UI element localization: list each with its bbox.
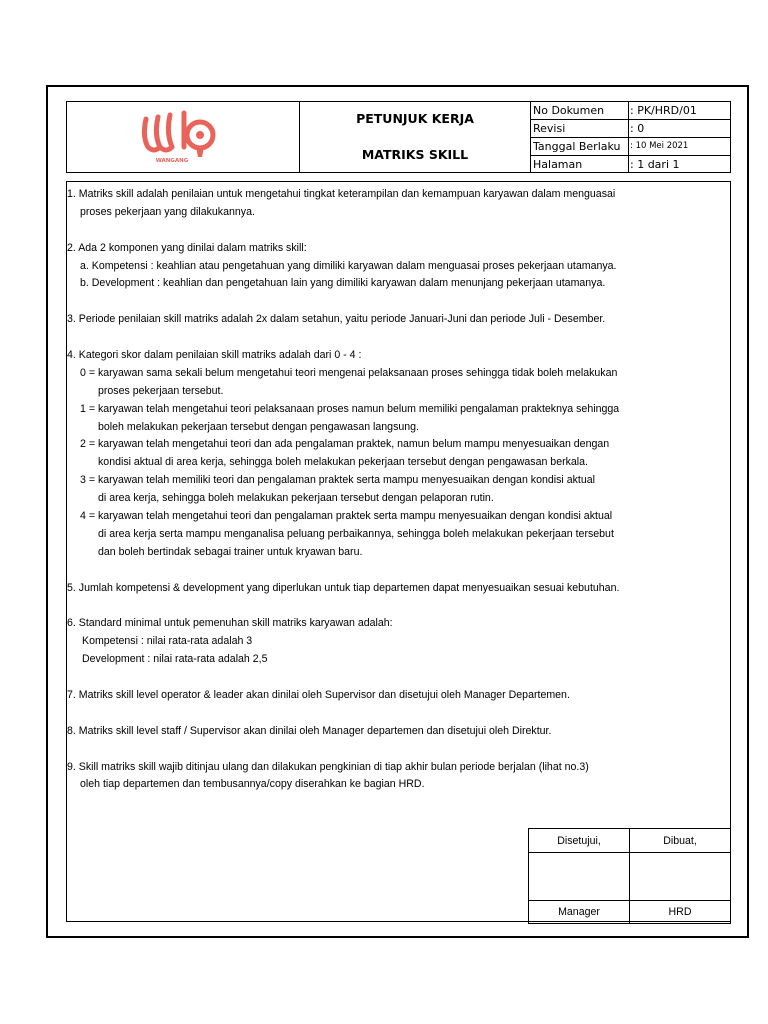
company-logo-label: WANGANG (155, 158, 189, 164)
instruction-line: 2. Ada 2 komponen yang dinilai dalam matriks skill: (67, 241, 307, 254)
instruction-line: a. Kompetensi : keahlian atau pengetahuan yang dimiliki karyawan dalam menguasai proses pekerjaan utamanya. (80, 259, 617, 272)
instructions-box (66, 181, 731, 922)
document-meta (531, 102, 730, 172)
meta-value: : 0 (630, 122, 645, 135)
approved-role: Manager (529, 901, 630, 924)
instruction-line: di area kerja, sehingga boleh melakukan pekerjaan tersebut dengan pelaporan rutin. (98, 492, 494, 505)
made-role: HRD (630, 901, 731, 924)
company-logo-cell (67, 102, 300, 172)
made-signature-space (630, 853, 731, 901)
instruction-line: kondisi aktual di area kerja, sehingga boleh melakukan pekerjaan tersebut dengan pengawasan berkala. (98, 456, 588, 469)
instruction-line: dan boleh bertindak sebagai trainer untuk kryawan baru. (98, 545, 363, 558)
signature-table (528, 828, 731, 924)
meta-row-document-number (531, 102, 730, 120)
instructions-text (67, 186, 726, 794)
instruction-line: 0 = karyawan sama sekali belum mengetahui teori mengenai pelaksanaan proses sehingga tidak boleh melakukan (80, 366, 618, 379)
meta-label: Tanggal Berlaku (531, 138, 629, 155)
document-type-title: PETUNJUK KERJA (356, 111, 474, 126)
instruction-line: Kompetensi : nilai rata-rata adalah 3 (82, 635, 253, 648)
instruction-line: 8. Matriks skill level staff / Supervisor akan dinilai oleh Manager departemen dan disetujui oleh Direktur. (67, 724, 552, 737)
instruction-line: 4 = karyawan telah mengetahui teori dan pengalaman praktek serta mampu menyesuaikan dengan kondisi aktual (80, 510, 613, 523)
instruction-line: boleh melakukan pekerjaan tersebut dengan pengawasan langsung. (98, 420, 419, 433)
instruction-line: 5. Jumlah kompetensi & development yang diperlukan untuk tiap departemen dapat menyesuaikan sesuai kebutuhan. (67, 581, 620, 594)
instruction-line: 3 = karyawan telah memiliki teori dan pengalaman praktek serta mampu menyesuaikan dengan kondisi aktual (80, 474, 595, 487)
instruction-line: b. Development : keahlian dan pengetahuan lain yang dimiliki karyawan dalam menunjang pekerjaan utamanya. (80, 277, 606, 290)
company-logo-icon (138, 107, 228, 167)
document-title: MATRIKS SKILL (361, 147, 469, 162)
meta-label: Revisi (531, 120, 629, 137)
instruction-line: Development : nilai rata-rata adalah 2,5 (82, 653, 268, 666)
approved-label: Disetujui, (529, 829, 630, 853)
meta-label: Halaman (531, 156, 629, 173)
instruction-line: 3. Periode penilaian skill matriks adalah 2x dalam setahun, yaitu periode Januari-Juni dan periode Juli - Desember. (67, 313, 606, 326)
instruction-line: proses pekerjaan tersebut. (98, 384, 224, 397)
meta-value: : 10 Mei 2021 (630, 141, 689, 151)
instruction-line: 6. Standard minimal untuk pemenuhan skill matriks karyawan adalah: (67, 617, 393, 630)
instruction-line: proses pekerjaan yang dilakukannya. (80, 205, 255, 218)
instruction-line: 1 = karyawan telah mengetahui teori pelaksanaan proses namun belum memiliki pengalaman prakteknya sehingga (80, 402, 620, 415)
meta-row-page (531, 156, 730, 173)
document-header (66, 101, 731, 173)
meta-label: No Dokumen (531, 102, 629, 119)
meta-row-effective-date (531, 138, 730, 156)
meta-value: : 1 dari 1 (630, 158, 680, 171)
instruction-line: oleh tiap departemen dan tembusannya/copy diserahkan ke bagian HRD. (80, 778, 425, 791)
meta-row-revision (531, 120, 730, 138)
instruction-line: 9. Skill matriks skill wajib ditinjau ulang dan dilakukan pengkinian di tiap akhir bulan periode berjalan (lihat no.3) (67, 760, 589, 773)
meta-value: : PK/HRD/01 (630, 104, 697, 117)
instruction-line: 2 = karyawan telah mengetahui teori dan ada pengalaman praktek, namun belum mampu menyesuaikan dengan (80, 438, 610, 451)
instruction-line: 4. Kategori skor dalam penilaian skill matriks adalah dari 0 - 4 : (67, 349, 362, 362)
instruction-line: 7. Matriks skill level operator & leader akan dinilai oleh Supervisor dan disetujui oleh Manager Departemen. (67, 688, 570, 701)
instruction-line: di area kerja serta mampu menganalisa peluang perbaikannya, sehingga boleh melakukan pekerjaan tersebut (98, 527, 614, 540)
instruction-line: 1. Matriks skill adalah penilaian untuk mengetahui tingkat keterampilan dan kemampuan karyawan dalam menguasai (67, 188, 616, 200)
made-label: Dibuat, (630, 829, 731, 853)
approved-signature-space (529, 853, 630, 901)
title-cell (300, 102, 531, 172)
